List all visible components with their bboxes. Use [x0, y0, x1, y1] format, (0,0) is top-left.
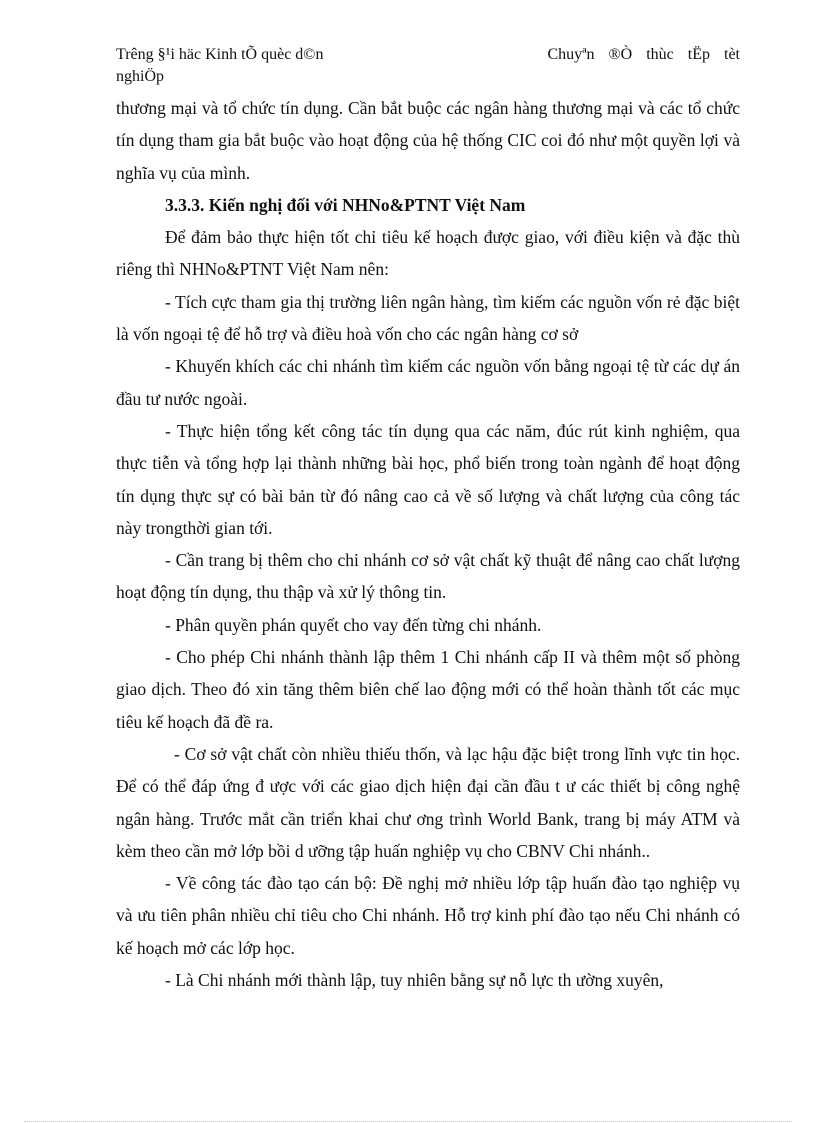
section-heading: 3.3.3. Kiến nghị đối với NHNo&PTNT Việt Nam [165, 194, 526, 215]
header-university: Trêng §¹i häc Kinh tÕ quèc d©n [116, 46, 324, 63]
page-header [116, 44, 740, 94]
recommendation-item: - Tích cực tham gia thị trường liên ngân hàng, tìm kiếm các nguồn vốn rẻ đặc biệt là vốn ngoại tệ để hỗ trợ và điều hoà vốn cho các ngân hàng cơ sở [116, 291, 740, 345]
recommendation-item: - Cho phép Chi nhánh thành lập thêm 1 Chi nhánh cấp II và thêm một số phòng giao dịch. Theo đó xin tăng thêm biên chế lao động mới có thể hoàn thành tốt các mục tiêu kế hoạch đã đề ra. [116, 647, 740, 732]
paragraph-continuation: thương mại và tổ chức tín dụng. Cần bắt buộc các ngân hàng thương mại và các tổ chức tín dụng tham gia bắt buộc vào hoạt động của hệ thống CIC coi đó như một quyền lợi và nghĩa vụ của mình. [116, 98, 740, 183]
recommendation-item: - Cơ sở vật chất còn nhiều thiếu thốn, và lạc hậu đặc biệt trong lĩnh vực tin học. Để có thể đáp ứng đ ược với các giao dịch hiện đại cần đầu t ư các thiết bị công nghệ ngân hàng. Trước mắt cần triển khai chư ơng trình World Bank, trang bị máy ATM và kèm theo cần mở lớp bồi d ưỡng tập huấn nghiệp vụ cho CBNV Chi nhánh.. [116, 743, 740, 861]
header-continuation: nghiÖp [116, 68, 164, 85]
recommendation-item: - Về công tác đào tạo cán bộ: Đề nghị mở nhiều lớp tập huấn đào tạo nghiệp vụ và ưu tiên phân nhiều chỉ tiêu cho Chi nhánh. Hỗ trợ kinh phí đào tạo nếu Chi nhánh có kế hoạch mở các lớp học. [116, 873, 740, 958]
header-report-title: Chuyªn ®Ò thùc tËp tèt [547, 46, 740, 63]
header-left [116, 44, 376, 88]
recommendation-item: - Thực hiện tổng kết công tác tín dụng qua các năm, đúc rút kinh nghiệm, qua thực tiễn và tổng hợp lại thành những bài học, phổ biến trong toàn ngành để hoạt động tín dụng thực sự có bài bản từ đó nâng cao cả về số lượng và chất lượng của công tác này trongthời gian tới. [116, 420, 740, 538]
recommendation-item: - Là Chi nhánh mới thành lập, tuy nhiên bằng sự nỗ lực th ường xuyên, [165, 970, 664, 991]
recommendation-item: - Khuyến khích các chi nhánh tìm kiếm các nguồn vốn bằng ngoại tệ từ các dự án đầu tư nước ngoài. [116, 356, 740, 409]
recommendation-item: - Cần trang bị thêm cho chi nhánh cơ sở vật chất kỹ thuật để nâng cao chất lượng hoạt động tín dụng, thu thập và xử lý thông tin. [116, 550, 740, 603]
page-body [116, 92, 740, 996]
recommendation-item: - Phân quyền phán quyết cho vay đến từng chi nhánh. [165, 614, 542, 635]
page-bottom-rule [24, 1121, 792, 1122]
paragraph-intro: Để đảm bảo thực hiện tốt chỉ tiêu kế hoạch được giao, với điều kiện và đặc thù riêng thì NHNo&PTNT Việt Nam nên: [116, 227, 740, 280]
